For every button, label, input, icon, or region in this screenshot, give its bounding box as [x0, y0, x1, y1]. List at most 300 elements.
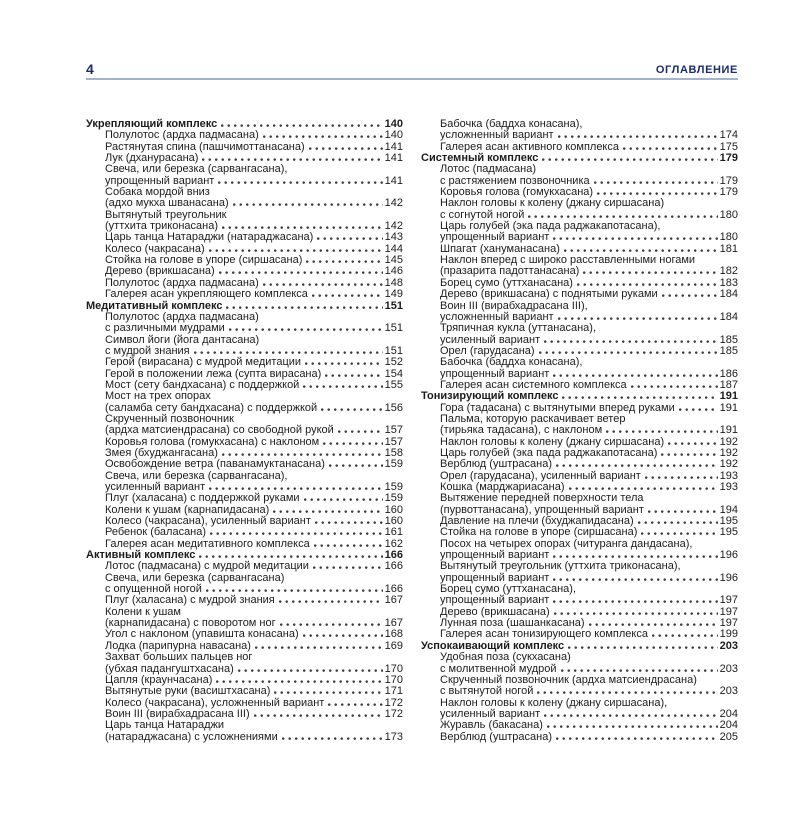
dot-leader — [553, 600, 717, 603]
toc-entry — [86, 686, 403, 697]
toc-entry-page-number: 166 — [384, 583, 403, 596]
toc-entry-title: Стойка на голове в упоре (сиршасана) — [105, 254, 303, 267]
toc-entry-line: Посох на четырех опорах (читуранга дандасана), — [440, 537, 693, 550]
dot-leader — [638, 521, 718, 524]
toc-entry-title: Растянутая спина (пашчимоттанасана) — [105, 140, 305, 153]
toc-entry-page-number: 194 — [719, 503, 738, 516]
toc-entry-page-number: 180 — [719, 231, 738, 244]
toc-entry-page-number: 159 — [384, 481, 403, 493]
toc-entry-line — [86, 425, 403, 436]
toc-entry-line: Полулотос (ардха падмасана) — [105, 310, 259, 323]
dot-leader — [641, 532, 717, 535]
toc-entry-page-number: 159 — [384, 458, 403, 471]
toc-entry-title: упрощенный вариант — [105, 174, 215, 187]
toc-entry-page-number: 192 — [719, 446, 738, 459]
toc-entry-page-number: 146 — [384, 265, 403, 278]
toc-entry — [421, 675, 738, 698]
dot-leader — [544, 714, 717, 717]
running-head — [86, 62, 738, 80]
toc-entry-title: Колесо (чакрасана) — [105, 242, 205, 255]
toc-entry-page-number: 196 — [719, 549, 738, 562]
toc-entry-title: с молитвенной мудрой — [440, 662, 557, 675]
dot-leader — [547, 725, 718, 728]
toc-entry-title: усиленный вариант — [440, 333, 541, 346]
toc-entry — [86, 164, 403, 187]
toc-entry-page-number: 195 — [719, 526, 738, 539]
dot-leader — [255, 646, 383, 649]
dot-leader — [221, 124, 382, 127]
toc-entry-title: Коровья голова (гомукхасана) с наклоном — [105, 435, 320, 448]
toc-entry — [421, 323, 738, 346]
dot-leader — [553, 555, 717, 558]
toc-entry-line: Царь танца Натараджи — [105, 719, 224, 732]
toc-entry — [421, 732, 738, 743]
toc-entry — [86, 471, 403, 494]
dot-leader — [553, 578, 717, 581]
toc-entry-line: Вытянутый треугольник (уттхита триконасана), — [440, 560, 681, 573]
toc-entry-title: (уттхита триконасана) — [105, 220, 218, 233]
dot-leader — [309, 147, 383, 150]
toc-entry-title: Давление на плечи (бхуджапидасана) — [440, 515, 634, 528]
page-header-title: ОГЛАВЛЕНИЕ — [655, 64, 738, 76]
toc-entry-title: с согнутой ногой — [440, 208, 525, 221]
toc-entry-page-number: 182 — [719, 265, 738, 278]
toc-entry-line: Тряпичная кукла (уттанасана), — [440, 322, 597, 335]
toc-entry-title: Освобождение ветра (паванамуктанасана) — [105, 458, 325, 471]
toc-entry-page-number: 160 — [384, 515, 403, 528]
dot-leader — [210, 532, 383, 535]
toc-entry-page-number: 157 — [384, 435, 403, 448]
toc-entry-title: с различными мудрами — [105, 322, 225, 335]
toc-entry-title: Царь голубей (эка пада раджакапотасана) — [440, 446, 658, 459]
toc-entry-page-number: 167 — [384, 594, 403, 607]
dot-leader — [542, 158, 717, 161]
toc-entry-title: Лодка (парипурна навасана) — [105, 639, 251, 652]
dot-leader — [273, 510, 382, 513]
dot-leader — [569, 487, 718, 490]
toc-entry-line: Бабочка (баддха конасана), — [440, 356, 583, 369]
toc-entry-page-number: 204 — [719, 719, 738, 732]
toc-entry-line: Наклон вперед с широко расставленными ногами — [440, 254, 696, 267]
toc-entry-line — [86, 493, 403, 504]
toc-entry-page-number: 143 — [384, 231, 403, 244]
toc-entry-title: Верблюд (уштрасана) — [440, 730, 553, 743]
toc-entry-title: Кошка (марджариасана) — [440, 481, 565, 493]
toc-entry-line — [421, 289, 738, 300]
toc-entry-page-number: 162 — [384, 537, 403, 550]
toc-entry — [86, 414, 403, 437]
toc-entry-title: Наклон головы к колену (джану сиршасана) — [440, 435, 665, 448]
dot-leader — [668, 442, 718, 445]
toc-entry-title: Царь танца Натараджи (натараджасана) — [105, 231, 314, 244]
toc-entry-title: Воин III (вирабхадрасана III) — [105, 707, 250, 720]
toc-entry-title: Тонизирующий комплекс — [421, 390, 559, 403]
toc-entry-line: Свеча, или березка (сарвангасана) — [105, 571, 285, 584]
toc-entry — [86, 210, 403, 233]
dot-leader — [648, 510, 718, 513]
toc-entry-title: с мудрой знания — [105, 344, 190, 357]
toc-entry — [421, 561, 738, 584]
dot-leader — [606, 430, 718, 433]
toc-entry-line — [86, 357, 403, 368]
toc-entry-page-number: 187 — [719, 378, 738, 391]
toc-entry-title: упрощенный вариант — [440, 231, 550, 244]
toc-entry — [421, 539, 738, 562]
toc-entry-title: (ардха матсиендрасана) со свободной рукой — [105, 424, 334, 437]
toc-entry-title: Активный комплекс — [86, 549, 196, 562]
toc-entry-page-number: 203 — [719, 662, 738, 675]
toc-entry-line: Скрученный позвоночник (ардха матсиендрасана) — [440, 673, 697, 686]
toc-entry-title: Ребенок (баласана) — [105, 526, 207, 539]
toc-entry-page-number: 184 — [719, 288, 738, 301]
toc-entry — [86, 187, 403, 210]
toc-entry-line: Царь голубей (эка пада раджакапотасана), — [440, 220, 661, 233]
toc-entry-page-number: 191 — [719, 401, 738, 414]
toc-entry-page-number: 205 — [719, 730, 738, 743]
toc-entry-line: Воин III (вирабхадрасана III), — [440, 299, 588, 312]
page-number: 4 — [86, 61, 94, 77]
toc-entry-title: (натараджасана) с усложнениями — [105, 730, 278, 743]
dot-leader — [194, 351, 383, 354]
dot-leader — [652, 634, 718, 637]
toc-entry — [86, 652, 403, 675]
toc-entry — [421, 720, 738, 731]
toc-entry-title: Лунная поза (шашанкасана) — [440, 617, 585, 630]
toc-entry-title: усложненный вариант — [440, 129, 554, 142]
dot-leader — [323, 442, 382, 445]
toc-entry-title: усложненный вариант — [440, 310, 554, 323]
toc-entry-page-number: 149 — [384, 288, 403, 301]
toc-entry — [421, 198, 738, 221]
toc-entry-page-number: 172 — [384, 707, 403, 720]
toc-entry-line: Свеча, или березка (сарвангасана), — [105, 163, 288, 176]
toc-entry-line: Бабочка (баддха конасана), — [440, 118, 583, 130]
toc-entry-title: Орел (гарудасана) — [440, 344, 535, 357]
dot-leader — [263, 135, 383, 138]
toc-entry-page-number: 141 — [384, 152, 403, 165]
toc-entry-line: Собака мордой вниз — [105, 186, 210, 199]
toc-entry-page-number: 172 — [384, 696, 403, 709]
toc-entry — [86, 130, 403, 141]
toc-entry — [421, 119, 738, 142]
toc-entry-line: Лотос (падмасана) — [440, 163, 536, 176]
dot-leader — [313, 566, 383, 569]
dot-leader — [282, 737, 383, 740]
toc-entry-line: Вытянутый треугольник — [105, 208, 227, 221]
toc-entry — [421, 289, 738, 300]
toc-entry — [421, 493, 738, 516]
toc-entry-line — [86, 732, 403, 743]
toc-entry — [86, 312, 403, 335]
toc-entry — [421, 221, 738, 244]
dot-leader — [209, 487, 382, 490]
dot-leader — [597, 192, 718, 195]
dot-leader — [661, 453, 717, 456]
toc-entry-title: (адхо мукха шванасана) — [105, 197, 229, 210]
toc-entry-title: (убхая падангуштхасана) — [105, 662, 234, 675]
dot-leader — [539, 351, 718, 354]
toc-entry-line — [421, 732, 738, 743]
toc-entry-page-number: 185 — [719, 344, 738, 357]
dot-leader — [556, 737, 718, 740]
dot-leader — [562, 396, 717, 399]
toc-entry-page-number: 203 — [719, 639, 738, 652]
dot-leader — [233, 203, 383, 206]
toc-entry-title: с вытянутой ногой — [440, 685, 534, 698]
dot-leader — [199, 555, 382, 558]
toc-entry-page-number: 161 — [384, 526, 403, 539]
toc-entry-title: упрощенный вариант — [440, 367, 550, 380]
toc-entry-title: Цапля (краунчасана) — [105, 673, 213, 686]
toc-entry-title: (пурвоттанасана), упрощенный вариант — [440, 503, 644, 516]
dot-leader — [254, 714, 383, 717]
dot-leader — [577, 283, 718, 286]
toc-entry-page-number: 151 — [384, 299, 403, 312]
toc-entry-page-number: 171 — [384, 685, 403, 698]
dot-leader — [206, 589, 383, 592]
dot-leader — [328, 703, 382, 706]
dot-leader — [645, 476, 718, 479]
toc-entry-page-number: 179 — [719, 174, 738, 187]
toc-entry — [421, 255, 738, 278]
toc-entry-line — [86, 323, 403, 334]
toc-entry-line — [421, 391, 738, 402]
toc-entry-page-number: 166 — [384, 560, 403, 573]
toc-entry-title: Колесо (чакрасана), усиленный вариант — [105, 515, 311, 528]
toc-entry-page-number: 197 — [719, 605, 738, 618]
toc-entry-title: Вытянутые руки (васиштхасана) — [105, 685, 271, 698]
dot-leader — [315, 521, 383, 524]
toc-entry-page-number: 170 — [384, 662, 403, 675]
toc-entry-line — [86, 130, 403, 141]
toc-entry-page-number: 145 — [384, 254, 403, 267]
dot-leader — [303, 385, 382, 388]
toc-entry-line: Вытяжение передней поверхности тела — [440, 492, 644, 505]
dot-leader — [305, 362, 383, 365]
toc-entry-page-number: 167 — [384, 617, 403, 630]
dot-leader — [554, 612, 718, 615]
toc-entry-line — [86, 686, 403, 697]
toc-entry-line: Наклон головы к колену (джану сиршасана) — [440, 197, 665, 210]
toc-entry-title: Медитативный комплекс — [86, 299, 223, 312]
toc-entry-page-number: 142 — [384, 197, 403, 210]
dot-leader — [564, 249, 718, 252]
toc-entry-page-number: 140 — [384, 129, 403, 142]
toc-entry-title: Лук (дханурасана) — [105, 152, 199, 165]
toc-entry-title: Дерево (врикшасана) — [105, 265, 215, 278]
toc-entry-title: Системный комплекс — [421, 152, 539, 165]
toc-entry-page-number: 168 — [384, 628, 403, 641]
dot-leader — [568, 646, 717, 649]
toc-entry-line: Скрученный позвоночник — [105, 412, 234, 425]
dot-leader — [594, 181, 718, 184]
toc-entry-line — [421, 720, 738, 731]
toc-entry — [421, 301, 738, 324]
dot-leader — [662, 294, 718, 297]
dot-leader — [280, 623, 383, 626]
toc-entry-line: Удобная поза (сукхасана) — [440, 651, 571, 664]
dot-leader — [303, 634, 383, 637]
toc-entry-title: Змея (бхуджангасана) — [105, 446, 218, 459]
toc-entry — [421, 584, 738, 607]
toc-entry — [421, 698, 738, 721]
toc-entry-page-number: 192 — [719, 458, 738, 471]
toc-entry-title: Мост (сету бандхасана) с поддержкой — [105, 378, 300, 391]
dot-leader — [558, 317, 718, 320]
toc-entry-title: (тирьяка тадасана), с наклоном — [440, 424, 603, 437]
toc-entry-page-number: 180 — [719, 208, 738, 221]
toc-entry-title: упрощенный вариант — [440, 594, 550, 607]
toc-entry-line — [421, 459, 738, 470]
dot-leader — [631, 385, 718, 388]
toc-entry-title: Герой в положении лежа (супта вирасана) — [105, 367, 322, 380]
toc-body — [86, 119, 738, 743]
toc-entry — [86, 493, 403, 504]
toc-column — [86, 119, 403, 743]
dot-leader — [216, 680, 382, 683]
toc-entry-page-number: 181 — [719, 242, 738, 255]
toc-entry-line: Наклон головы к колену (джану сиршасана), — [440, 696, 668, 709]
toc-entry-page-number: 191 — [719, 424, 738, 437]
toc-entry-page-number: 151 — [384, 344, 403, 357]
toc-entry-page-number: 179 — [719, 152, 738, 165]
toc-entry-title: Галерея асан тонизирующего комплекса — [440, 628, 648, 641]
dot-leader — [222, 226, 383, 229]
toc-section-entry — [421, 391, 738, 402]
toc-entry-line: Пальма, которую раскачивает ветер — [440, 412, 626, 425]
dot-leader — [279, 600, 383, 603]
toc-entry-line: Колени к ушам — [105, 605, 181, 618]
toc-entry-title: Полулотос (ардха падмасана) — [105, 276, 259, 289]
toc-entry-title: Лотос (падмасана) с мудрой медитации — [105, 560, 309, 573]
toc-entry-title: усиленный вариант — [440, 707, 541, 720]
toc-entry-title: упрощенный вариант — [440, 571, 550, 584]
toc-entry-title: Успокаивающий комплекс — [421, 639, 565, 652]
toc-entry — [86, 335, 403, 358]
toc-entry-title: Плуг (халасана) с поддержкой руками — [105, 492, 300, 505]
dot-leader — [202, 158, 382, 161]
dot-leader — [561, 669, 718, 672]
toc-entry-title: Коровья голова (гомукхасана) — [440, 186, 594, 199]
toc-entry — [421, 652, 738, 675]
toc-entry-page-number: 158 — [384, 446, 403, 459]
dot-leader — [226, 306, 382, 309]
toc-entry — [86, 357, 403, 368]
dot-leader — [314, 544, 383, 547]
toc-entry-page-number: 169 — [384, 639, 403, 652]
toc-entry-page-number: 173 — [384, 730, 403, 743]
dot-leader — [229, 328, 383, 331]
dot-leader — [537, 691, 717, 694]
toc-entry-page-number: 191 — [719, 390, 738, 403]
toc-entry-title: Галерея асан активного комплекса — [440, 140, 619, 153]
toc-entry-line — [86, 459, 403, 470]
toc-entry-page-number: 193 — [719, 469, 738, 482]
toc-entry — [86, 289, 403, 300]
toc-entry-page-number: 197 — [719, 594, 738, 607]
toc-entry — [86, 720, 403, 743]
toc-entry-page-number: 192 — [719, 435, 738, 448]
toc-entry — [86, 607, 403, 630]
toc-entry-title: Гора (тадасана) с вытянутыми вперед руками — [440, 401, 675, 414]
toc-entry-page-number: 140 — [384, 118, 403, 130]
toc-entry-line — [421, 686, 738, 697]
toc-entry-title: Дерево (врикшасана) с поднятыми руками — [440, 288, 658, 301]
toc-entry-page-number: 155 — [384, 378, 403, 391]
toc-entry-page-number: 184 — [719, 310, 738, 323]
toc-entry — [86, 573, 403, 596]
toc-entry-title: Угол с наклоном (упавишта конасана) — [105, 628, 299, 641]
toc-entry-title: усиленный вариант — [105, 481, 206, 493]
toc-entry-line — [421, 130, 738, 141]
dot-leader — [218, 181, 382, 184]
toc-entry-title: Орел (гарудасана), усиленный вариант — [440, 469, 641, 482]
toc-entry-title: Плуг (халасана) с мудрой знания — [105, 594, 275, 607]
toc-entry-title: с опущенной ногой — [105, 583, 202, 596]
dot-leader — [589, 623, 718, 626]
toc-entry-page-number: 148 — [384, 276, 403, 289]
dot-leader — [553, 374, 717, 377]
dot-leader — [325, 374, 382, 377]
toc-entry-title: упрощенный вариант — [440, 549, 550, 562]
toc-entry-page-number: 159 — [384, 492, 403, 505]
toc-entry-page-number: 152 — [384, 356, 403, 369]
toc-entry-page-number: 174 — [719, 129, 738, 142]
toc-entry-page-number: 204 — [719, 707, 738, 720]
toc-entry-page-number: 193 — [719, 481, 738, 493]
dot-leader — [222, 453, 383, 456]
dot-leader — [583, 271, 717, 274]
toc-entry-page-number: 179 — [719, 186, 738, 199]
dot-leader — [312, 294, 383, 297]
toc-entry-title: Дерево (врикшасана) — [440, 605, 550, 618]
dot-leader — [338, 430, 383, 433]
dot-leader — [329, 464, 383, 467]
toc-entry-line: Свеча, или березка (сарвангасана), — [105, 469, 288, 482]
dot-leader — [306, 260, 382, 263]
toc-entry-page-number: 196 — [719, 571, 738, 584]
toc-entry-page-number: 175 — [719, 140, 738, 153]
toc-entry-title: Герой (вирасана) с мудрой медитации — [105, 356, 302, 369]
dot-leader — [553, 237, 717, 240]
toc-column — [421, 119, 738, 743]
toc-entry-title: (празарита падоттанасана) — [440, 265, 580, 278]
toc-entry-title: Борец сумо (уттханасана) — [440, 276, 573, 289]
toc-entry-title: Колесо (чакрасана), усложненный вариант — [105, 696, 325, 709]
toc-entry-title: Колени к ушам (карнапидасана) — [105, 503, 270, 516]
dot-leader — [321, 408, 382, 411]
toc-entry-page-number: 141 — [384, 140, 403, 153]
dot-leader — [544, 340, 717, 343]
toc-entry-title: Стойка на голове в упоре (сиршасана) — [440, 526, 638, 539]
dot-leader — [528, 215, 717, 218]
toc-entry — [86, 459, 403, 470]
toc-entry-page-number: 199 — [719, 628, 738, 641]
toc-entry-line — [86, 289, 403, 300]
toc-entry — [421, 357, 738, 380]
toc-entry-line: Борец сумо (уттханасана), — [440, 583, 576, 596]
toc-entry-page-number: 197 — [719, 617, 738, 630]
dot-leader — [556, 464, 718, 467]
toc-entry-page-number: 154 — [384, 367, 403, 380]
dot-leader — [679, 408, 718, 411]
toc-entry-title: Укрепляющий комплекс — [86, 118, 218, 130]
toc-entry — [86, 391, 403, 414]
toc-entry-page-number: 186 — [719, 367, 738, 380]
toc-entry-page-number: 144 — [384, 242, 403, 255]
toc-entry-title: Полулотос (ардха падмасана) — [105, 129, 259, 142]
toc-entry-page-number: 157 — [384, 424, 403, 437]
